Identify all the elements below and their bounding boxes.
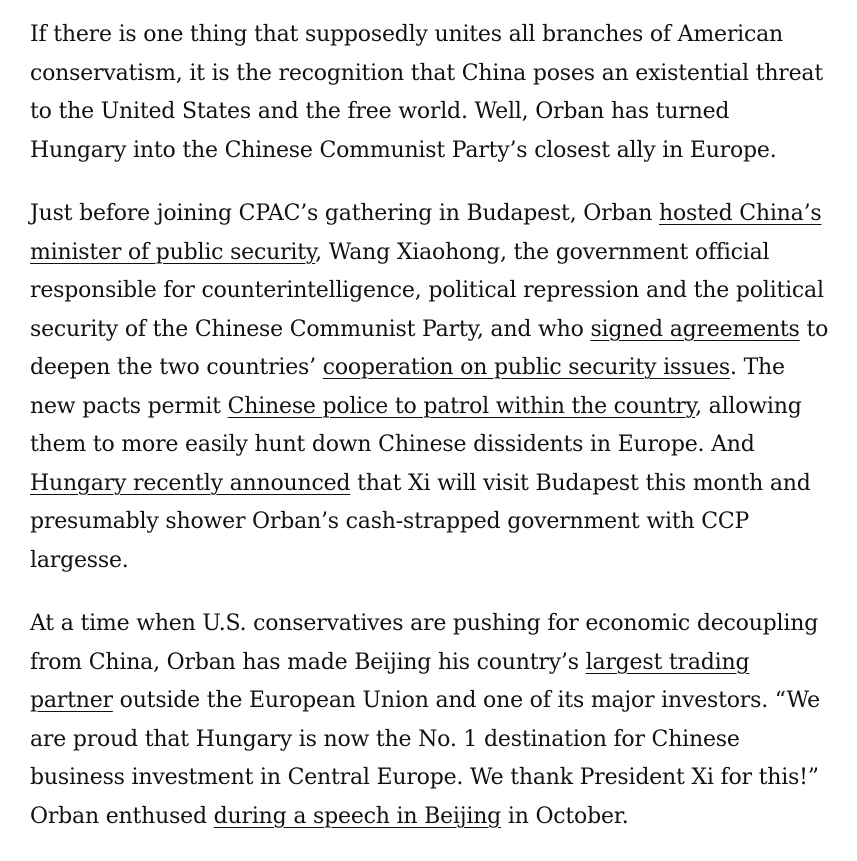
link-hungary-recently-announced[interactable]: Hungary recently announced [30, 470, 351, 496]
link-speech-in-beijing[interactable]: during a speech in Beijing [213, 803, 502, 829]
paragraph-2-text-3: to deepen the two countries’ [30, 316, 829, 380]
paragraph-2 [30, 195, 830, 580]
link-hosted-china-minister[interactable]: hosted China’s minister of public security [30, 201, 822, 265]
link-signed-agreements[interactable]: signed agreements [590, 316, 800, 342]
paragraph-3-text-1: At a time when U.S. conservatives are pushing for economic decoupling from China, Orban has made Beijing his country’s [30, 611, 819, 675]
paragraph-1 [30, 16, 830, 170]
paragraph-3 [30, 605, 830, 836]
paragraph-3-text-3: in October. [501, 803, 629, 829]
paragraph-2-text-6: that Xi will visit Budapest this month and presumably shower Orban’s cash-strapped government with CCP largesse. [30, 470, 811, 573]
link-chinese-police-patrol[interactable]: Chinese police to patrol within the country [227, 393, 696, 419]
link-cooperation-public-security[interactable]: cooperation on public security issues [322, 355, 730, 380]
paragraph-2-text-2: , Wang Xiaohong, the government official responsible for counterintelligence, political repression and the political security of the Chinese Communist Party, and who [30, 239, 824, 342]
paragraph-3-text-2: outside the European Union and one of its major investors. “We are proud that Hungary is now the No. 1 destination for Chinese business investment in Central Europe. We thank President Xi for this!” Orban enthused [30, 688, 820, 829]
paragraph-2-text-1: Just before joining CPAC’s gathering in Budapest, Orban [30, 201, 659, 226]
link-largest-trading-partner[interactable]: largest trading partner [30, 649, 750, 713]
paragraph-2-text-4: . The new pacts permit [30, 355, 785, 419]
paragraph-2-text-5: , allowing them to more easily hunt down Chinese dissidents in Europe. And [30, 393, 802, 457]
article-body [30, 16, 830, 861]
paragraph-1-text: If there is one thing that supposedly unites all branches of American conservatism, it is the recognition that China poses an existential threat to the United States and the free world. Well, Orban has turned Hungary into the Chinese Communist Party’s closest ally in Europe. [30, 22, 823, 163]
